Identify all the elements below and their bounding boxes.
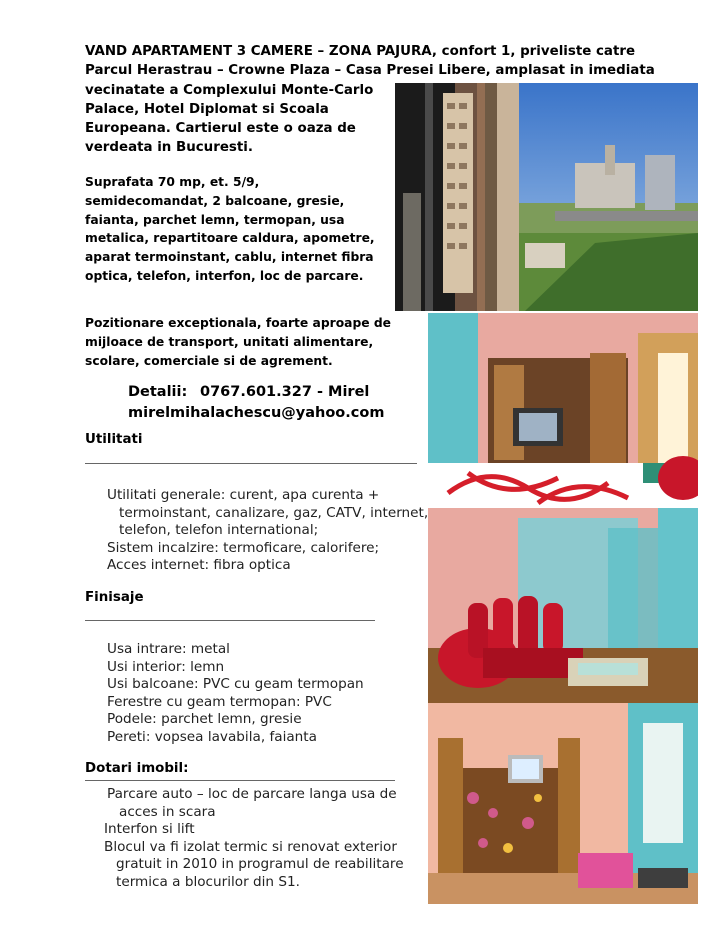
photo-kids-room [428,703,698,904]
list-item: Acces internet: fibra optica [107,557,291,574]
intro-rest: vecinatate a Complexului Monte-Carlo Palace, Hotel Diplomat si Scoala Europeana. Cartierul este o oaza de verdeata in Bucuresti. [85,82,374,156]
list-item: Utilitati generale: curent, apa curenta + termoinstant, canalizare, gaz, CATV, internet, telefon, telefon international; [107,487,429,539]
contact-label: Detalii: [128,384,188,400]
photo-window-view [395,83,698,311]
list-finisaje [107,641,429,747]
specs-paragraph: Suprafata 70 mp, et. 5/9, semidecomandat, 2 balcoane, gresie, faianta, parchet lemn, termopan, usa metalica, repartitoare caldura, apometre, aparat termoinstant, cablu, internet fibra optica, telefon, interfon, loc de parcare. [85,175,375,283]
list-dotari [104,786,429,892]
contact-block [128,382,384,424]
contact-phone[interactable]: 0767.601.327 - Mirel [200,384,370,400]
list-item: Interfon si lift [104,821,195,838]
list-item: Ferestre cu geam termopan: PVC [107,693,332,710]
list-item: Blocul va fi izolat termic si renovat exterior gratuit in 2010 in programul de reabilitare termica a blocurilor din S1. [104,838,404,890]
photo-sofa-room [428,508,698,703]
section-title-dotari: Dotari imobil: [85,761,189,776]
list-item: Usi interior: lemn [107,658,225,675]
section-rule-finisaje [85,620,375,621]
contact-email[interactable]: mirelmihalachescu@yahoo.com [128,405,385,421]
list-item: Podele: parchet lemn, gresie [107,711,302,728]
section-rule-dotari [85,780,395,781]
photo-living-room [428,313,698,508]
section-title-utilitati: Utilitati [85,432,143,447]
position-paragraph: Pozitionare exceptionala, foarte aproape de mijloace de transport, unitati alimentare, scolare, comerciale si de agrement. [85,316,392,368]
list-item: Usa intrare: metal [107,641,230,657]
list-item: Usi balcoane: PVC cu geam termopan [107,676,364,693]
list-item: Pereti: vopsea lavabila, faianta [107,728,317,745]
list-utilitati [107,487,429,575]
section-title-finisaje: Finisaje [85,590,144,605]
list-item: Sistem incalzire: termoficare, calorifere; [107,539,380,556]
list-item: Parcare auto – loc de parcare langa usa de acces in scara [107,786,397,820]
section-rule-utilitati [85,463,417,464]
intro-line-2: Parcul Herastrau – Crowne Plaza – Casa Presei Libere, amplasat in imediata [85,63,655,79]
intro-line-1: VAND APARTAMENT 3 CAMERE – ZONA PAJURA, confort 1, priveliste catre [85,44,636,59]
